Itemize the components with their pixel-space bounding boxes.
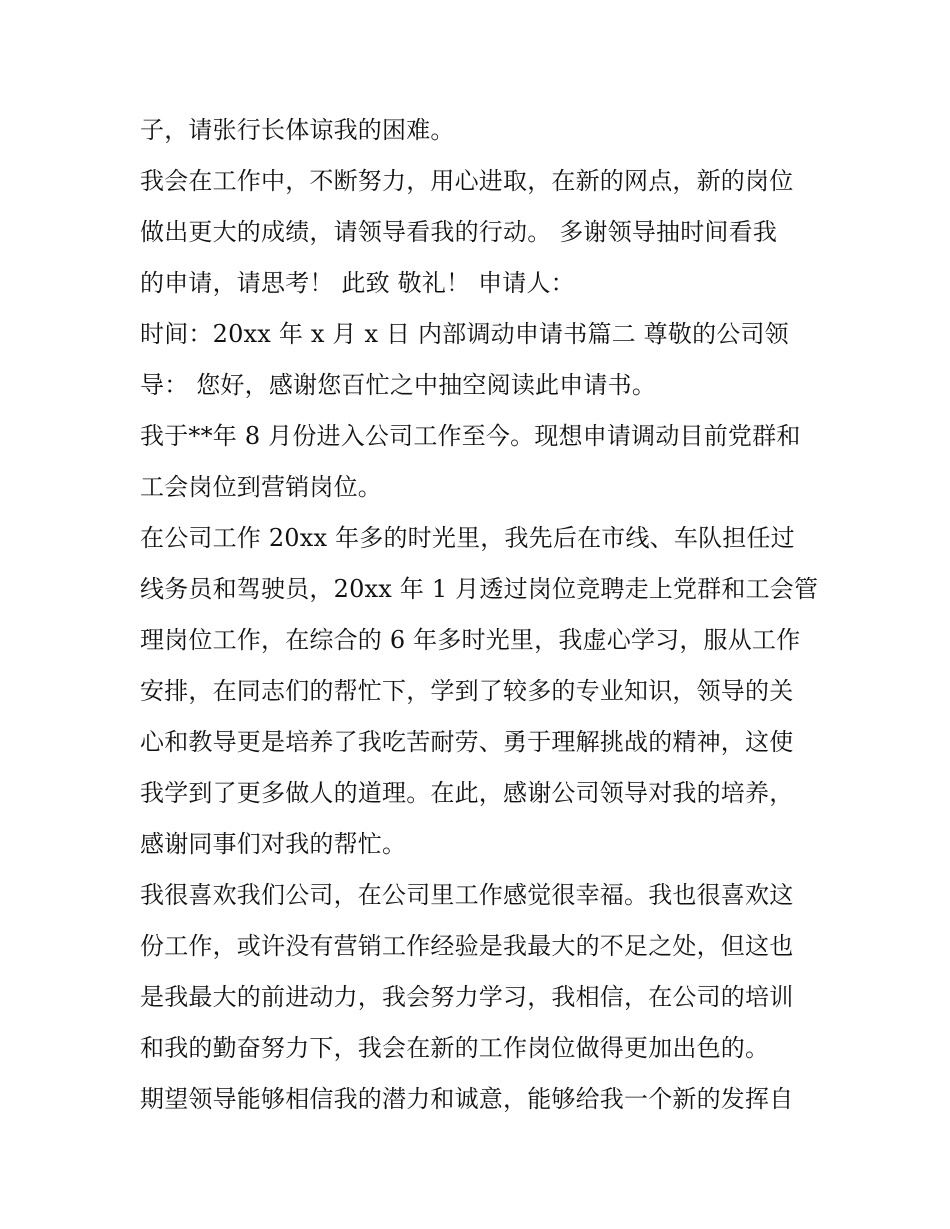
text-line: 子，请张行长体谅我的困难。 <box>140 116 455 144</box>
text-line: 我于**年 8 月份进入公司工作至今。现想申请调动目前党群和 <box>140 422 801 450</box>
text-line: 在公司工作 20xx 年多的时光里，我先后在市线、车队担任过 <box>140 524 795 552</box>
text-line: 份工作，或许没有营销工作经验是我最大的不足之处，但这也 <box>140 932 794 960</box>
text-line: 我很喜欢我们公司，在公司里工作感觉很幸福。我也很喜欢这 <box>140 881 794 909</box>
text-line: 和我的勤奋努力下，我会在新的工作岗位做得更加出色的。 <box>140 1034 770 1062</box>
text-line: 安排，在同志们的帮忙下，学到了较多的专业知识，领导的关 <box>140 677 794 705</box>
text-line: 心和教导更是培养了我吃苦耐劳、勇于理解挑战的精神，这使 <box>140 728 794 756</box>
text-line: 我学到了更多做人的道理。在此，感谢公司领导对我的培养， <box>140 779 794 807</box>
text-line: 线务员和驾驶员，20xx 年 1 月透过岗位竞聘走上党群和工会管 <box>140 575 819 603</box>
text-line: 工会岗位到营销岗位。 <box>140 473 382 501</box>
text-line: 期望领导能够相信我的潜力和诚意，能够给我一个新的发挥自 <box>140 1085 794 1113</box>
text-line: 做出更大的成绩，请领导看我的行动。 多谢领导抽时间看我 <box>140 218 778 246</box>
text-line: 是我最大的前进动力，我会努力学习，我相信，在公司的培训 <box>140 983 794 1011</box>
text-line: 导： 您好，感谢您百忙之中抽空阅读此申请书。 <box>140 371 657 399</box>
text-line: 的申请，请思考！ 此致 敬礼！ 申请人： <box>140 269 575 297</box>
text-line: 我会在工作中，不断努力，用心进取，在新的网点，新的岗位 <box>140 167 794 195</box>
text-line: 理岗位工作，在综合的 6 年多时光里，我虚心学习，服从工作 <box>140 626 801 654</box>
text-line: 时间：20xx 年 x 月 x 日 内部调动申请书篇二 尊敬的公司领 <box>140 320 789 348</box>
text-line: 感谢同事们对我的帮忙。 <box>140 830 407 858</box>
